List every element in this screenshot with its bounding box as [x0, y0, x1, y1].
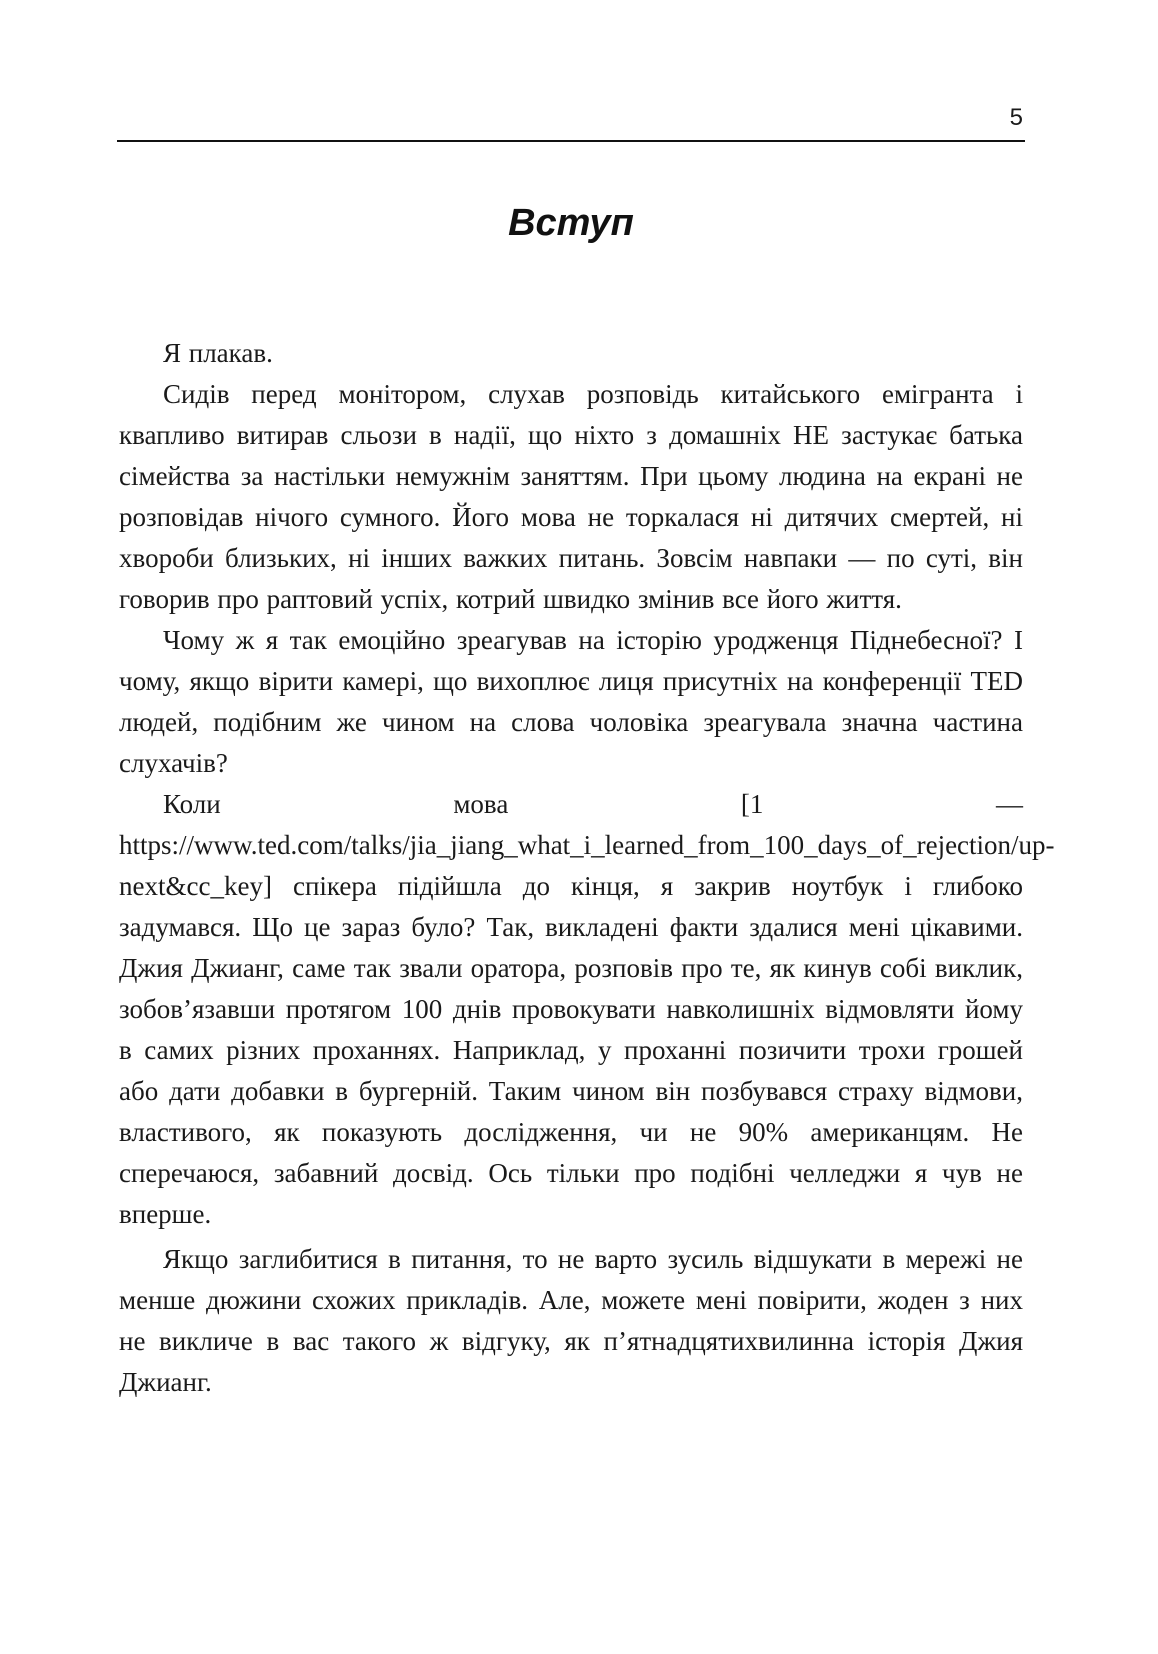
- body-text: [119, 333, 1055, 1403]
- page-number: 5: [1009, 104, 1023, 131]
- chapter-title: Вступ: [508, 202, 634, 244]
- page-header: [117, 100, 1025, 142]
- paragraph: Сидів перед монітором, слухав розповідь китайського емігранта і квапливо витирав сльози в надії, що ніхто з домашніх НЕ застукає батька сімейства за настільки немужнім заняттям. При цьому людина на екрані не розповідав нічого сумного. Його мова не торкалася ні дитячих смертей, ні хвороби близьких, ні інших важких питань. Зовсім навпаки — по суті, він говорив про раптовий успіх, котрий швидко змінив все його життя.: [119, 379, 1023, 614]
- paragraph: Якщо заглибитися в питання, то не варто зусиль відшукати в мережі не менше дюжини схожих прикладів. Але, можете мені повірити, жоден з них не викличе в вас такого ж відгуку, як п’ятнадцятихвилинна історія Джия Джианг.: [119, 1244, 1023, 1397]
- paragraph: Чому ж я так емоційно зреагував на історію уродженця Піднебесної? І чому, якщо вірити камері, що вихоплює лиця присутніх на конференції TED людей, подібним же чином на слова чоловіка зреагувала значна частина слухачів?: [119, 625, 1023, 778]
- paragraph: Коли мова [1 — https://www.ted.com/talks/jia_jiang_what_i_learned_from_100_days_of_rejection/up-next&cc_key] спікера підійшла до кінця, я закрив ноутбук і глибоко задумався. Що це зараз було? Так, викладені факти здалися мені цікавими. Джия Джианг, саме так звали оратора, розповів про те, як кинув собі виклик, зобов’язавши протягом 100 днів провокувати навколишніх відмовляти йому в самих різних проханнях. Наприклад, у проханні позичити трохи грошей або дати добавки в бургерній. Таким чином він позбувався страху відмови, властивого, як показують дослідження, чи не 90% американцям. Не сперечаюся, забавний досвід. Ось тільки про подібні челледжи я чув не вперше.: [119, 789, 1055, 1229]
- paragraph: Я плакав.: [163, 338, 273, 368]
